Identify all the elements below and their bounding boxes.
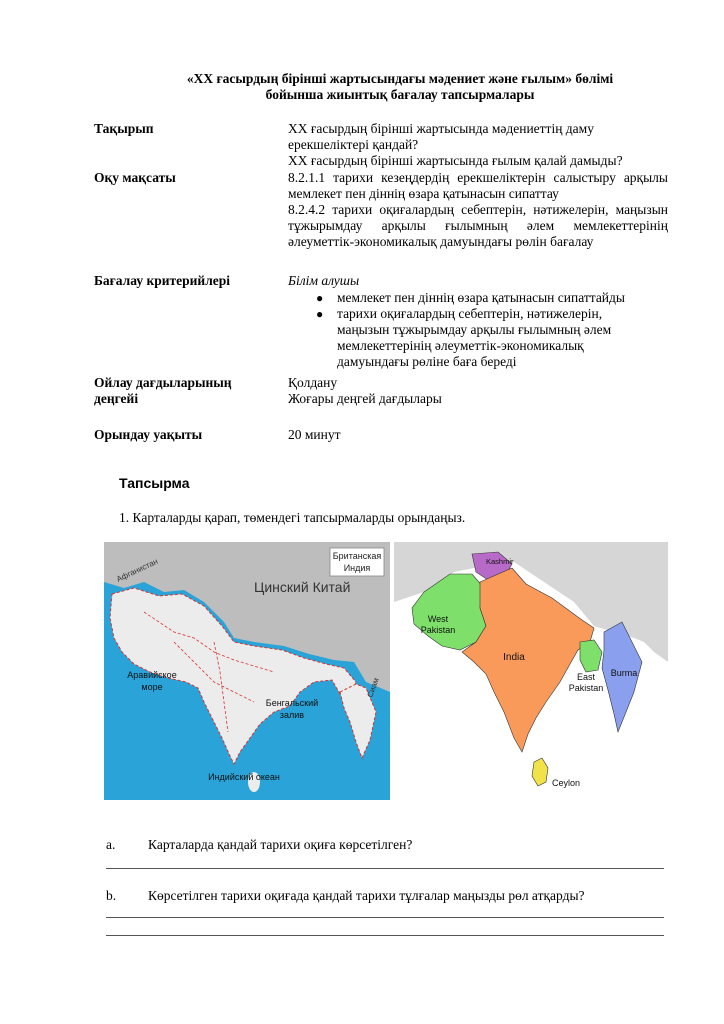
map-partition	[394, 542, 668, 800]
label-east-pakistan-2: Pakistan	[568, 683, 604, 693]
thinking-label-line-1: Ойлау дағдыларының	[94, 375, 232, 390]
map-british-india	[104, 542, 390, 800]
thinking-value	[288, 375, 668, 407]
title-line-1: «ХХ ғасырдың бірінші жартысындағы мәдениет және ғылым» бөлімі	[186, 71, 614, 86]
criteria-item-1	[288, 290, 678, 306]
topic-label: Тақырып	[94, 121, 154, 136]
thinking-label	[94, 375, 232, 407]
task-instruction: 1. Карталарды қарап, төмендегі тапсырмаларды орындаңыз.	[119, 510, 466, 525]
criteria-item-1-text: мемлекет пен діннің өзара қатынасын сипаттайды	[337, 290, 625, 305]
goals-label: Оқу мақсаты	[94, 170, 176, 185]
question-b-mark: b.	[106, 888, 117, 903]
page-title	[150, 71, 650, 103]
label-arabian-sea-2: море	[141, 682, 163, 692]
bullet-icon: ●	[316, 291, 324, 305]
label-siam: Сиам	[365, 676, 381, 699]
topic-q2: ХХ ғасырдың бірінші жартысында ғылым қалай дамыды?	[288, 153, 623, 168]
answer-line-b-2[interactable]	[106, 935, 664, 936]
topic-value	[288, 121, 668, 169]
goals-value	[288, 170, 668, 250]
answer-line-a[interactable]	[106, 868, 664, 869]
topic-q1-line-b: ерекшеліктері қандай?	[288, 137, 419, 152]
goal-1: 8.2.1.1 тарихи кезеңдердің ерекшеліктерін салыстыру арқылы мемлекет пен діннің өзара қатынасын сипаттау	[288, 170, 668, 201]
label-west-pakistan-2: Pakistan	[420, 625, 456, 635]
label-china: Цинский Китай	[254, 579, 351, 595]
time-label: Орындау уақыты	[94, 427, 203, 442]
label-ceylon: Ceylon	[551, 778, 581, 788]
label-east-pakistan-1: East	[576, 672, 596, 682]
task-heading: Тапсырма	[119, 475, 190, 491]
time-value: 20 минут	[288, 427, 341, 442]
label-bengal-2: залив	[279, 710, 305, 720]
question-b-text: Көрсетілген тарихи оқиғада қандай тарихи тұлғалар маңызды рөл атқарды?	[148, 888, 585, 903]
criteria-label: Бағалау критерийлері	[94, 273, 231, 288]
thinking-value-2: Жоғары деңгей дағдылары	[288, 391, 442, 406]
label-bengal-1: Бенгальский	[265, 698, 319, 708]
label-west-pakistan-1: West	[427, 614, 449, 624]
question-a-mark: a.	[106, 837, 116, 852]
criteria-intro: Білім алушы	[288, 273, 360, 288]
thinking-label-line-2: деңгейі	[94, 391, 139, 406]
label-indian-ocean: Индийский океан	[208, 772, 280, 782]
answer-line-b-1[interactable]	[106, 917, 664, 918]
criteria-item-2-text: тарихи оқиғалардың себептерін, нәтижелерін, маңызын тұжырымдау арқылы ғылымның әлем мемлекеттерінің әлеуметтік-экономикалық дамуындағы рөліне баға береді	[337, 306, 612, 369]
question-a-text: Карталарда қандай тарихи оқиға көрсетілген?	[148, 837, 413, 852]
bullet-icon: ●	[316, 307, 324, 321]
legend-text-1: Британская	[332, 551, 382, 561]
topic-q1-line-a: ХХ ғасырдың бірінші жартысында мәдениеттің даму	[288, 121, 594, 136]
goal-2: 8.2.4.2 тарихи оқиғалардың себептерін, нәтижелерін, маңызын тұжырымдау арқылы ғылымның әлем мемлекеттерінің әлеуметтік-экономикалық дамуындағы рөлін бағалау	[288, 202, 668, 249]
criteria-item-2	[288, 306, 657, 370]
label-arabian-sea-1: Аравийское	[127, 670, 177, 680]
thinking-value-1: Қолдану	[288, 375, 338, 390]
label-kashmir: Kashmir	[486, 557, 514, 566]
label-burma: Burma	[610, 668, 638, 678]
legend-text-2: Индия	[343, 563, 371, 573]
criteria-list	[288, 290, 678, 370]
label-india: India	[503, 652, 525, 663]
label-afghanistan: Афганистан	[115, 556, 160, 584]
title-line-2: бойынша жиынтық бағалау тапсырмалары	[265, 87, 535, 102]
